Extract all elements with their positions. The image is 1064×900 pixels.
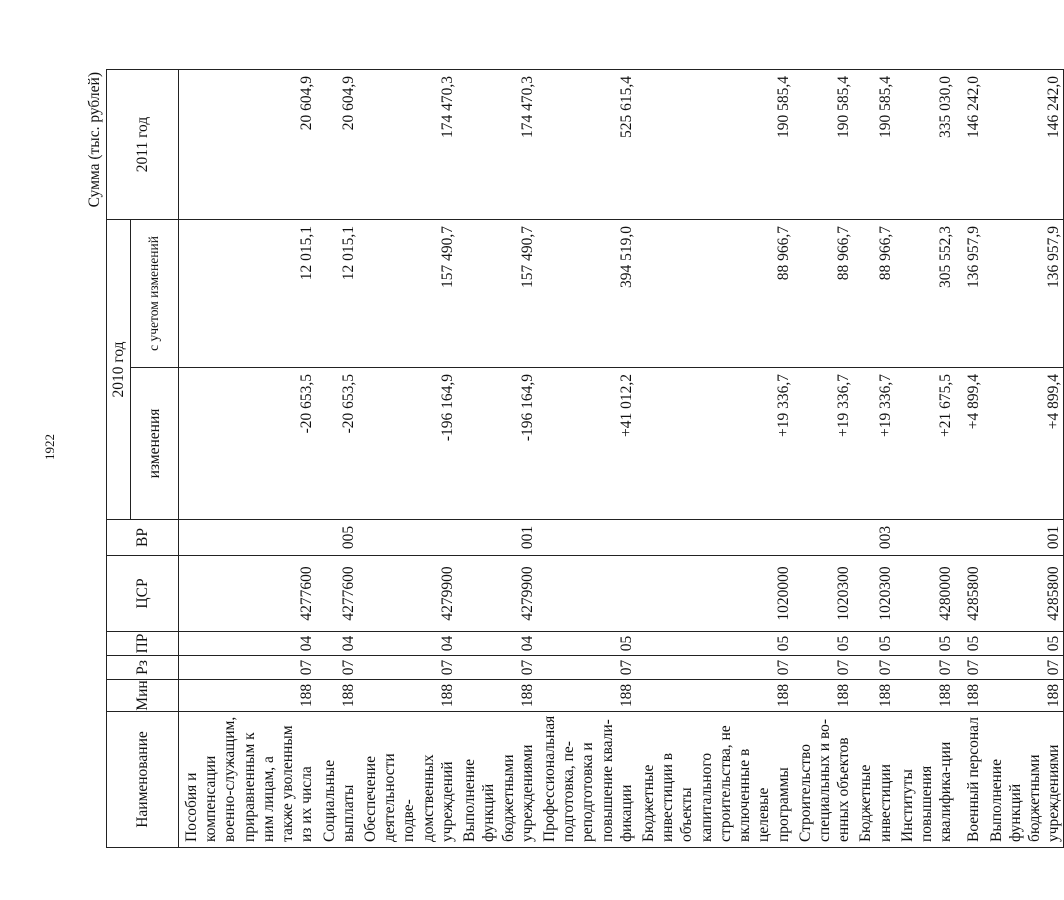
rotated-page-content [82,72,1063,848]
row-csr [537,556,636,632]
header-with-changes: с учетом изменений [131,219,179,367]
header-csr: ЦСР [107,556,179,632]
page-number: 1922 [42,434,57,460]
header-changes: изменения [131,368,179,520]
row-change: +21 675,5 [895,368,956,520]
row-pr: 05 [956,632,984,656]
header-2010: 2010 год [107,219,131,519]
row-change: -20 653,5 [179,368,317,520]
row-rz: 07 [853,656,894,680]
row-csr: 4279900 [358,556,457,632]
row-vr: 003 [853,520,894,556]
header-name: Наименование [107,712,179,848]
row-vr [793,520,854,556]
table-row [956,69,984,847]
row-rz: 07 [358,656,457,680]
row-csr: 4279900 [457,556,537,632]
row-2011: 190 585,4 [636,69,793,219]
row-min: 188 [537,680,636,712]
row-rz: 07 [636,656,793,680]
row-vr: 005 [317,520,358,556]
row-change: -196 164,9 [457,368,537,520]
row-name: Пособия и компенсации военно-служащим, приравненным к ним лицам, а также уволенным из их числа [179,712,317,848]
row-pr: 05 [537,632,636,656]
row-with-changes: 305 552,3 [895,219,956,367]
row-min: 188 [636,680,793,712]
row-2011: 190 585,4 [793,69,854,219]
header-min: Мин [107,680,179,712]
row-csr: 4285800 [956,556,984,632]
header-rz: Рз [107,656,179,680]
row-with-changes: 136 957,9 [956,219,984,367]
row-2011: 20 604,9 [317,69,358,219]
row-name: Выполнение функций бюджетными учреждениями [457,712,537,848]
table-row [636,69,793,847]
table-row [179,69,317,847]
row-rz: 07 [956,656,984,680]
row-with-changes: 157 490,7 [457,219,537,367]
row-name: Социальные выплаты [317,712,358,848]
row-pr: 05 [895,632,956,656]
row-csr: 1020300 [853,556,894,632]
row-pr: 04 [358,632,457,656]
sum-caption [82,70,106,848]
row-with-changes: 88 966,7 [793,219,854,367]
row-min: 188 [457,680,537,712]
row-with-changes: 394 519,0 [537,219,636,367]
row-2011: 146 242,0 [956,69,984,219]
row-rz: 07 [179,656,317,680]
row-change: -20 653,5 [317,368,358,520]
row-csr: 1020000 [636,556,793,632]
row-2011: 190 585,4 [853,69,894,219]
row-vr [179,520,317,556]
row-rz: 07 [457,656,537,680]
row-vr [895,520,956,556]
row-rz: 07 [895,656,956,680]
row-name: Бюджетные инвестиции в объекты капитального строительства, не включенные в целевые программы [636,712,793,848]
row-change: -196 164,9 [358,368,457,520]
row-with-changes: 157 490,7 [358,219,457,367]
row-vr: 001 [457,520,537,556]
row-name: Институты повышения квалифика-ции [895,712,956,848]
row-pr: 05 [984,632,1064,656]
row-change: +19 336,7 [793,368,854,520]
table-body [179,69,1064,847]
table-row [537,69,636,847]
table-row [853,69,894,847]
row-rz: 07 [537,656,636,680]
row-2011: 174 470,3 [358,69,457,219]
row-pr: 04 [179,632,317,656]
row-rz: 07 [793,656,854,680]
row-csr: 4285800 [984,556,1064,632]
table-row [457,69,537,847]
row-pr: 05 [853,632,894,656]
row-change: +41 012,2 [537,368,636,520]
row-with-changes: 12 015,1 [179,219,317,367]
row-change: +4 899,4 [984,368,1064,520]
table-row [793,69,854,847]
row-with-changes: 88 966,7 [853,219,894,367]
table-row [317,69,358,847]
row-vr [358,520,457,556]
row-change: +19 336,7 [636,368,793,520]
row-name: Строительство специальных и во-енных объектов [793,712,854,848]
row-min: 188 [317,680,358,712]
row-vr [636,520,793,556]
header-pr: ПР [107,632,179,656]
row-name: Военный персонал [956,712,984,848]
row-pr: 05 [793,632,854,656]
header-vr: ВР [107,520,179,556]
row-vr [537,520,636,556]
row-with-changes: 12 015,1 [317,219,358,367]
header-2011: 2011 год [107,69,179,219]
budget-table [106,69,1064,848]
row-min: 188 [895,680,956,712]
row-pr: 04 [317,632,358,656]
row-csr: 4280000 [895,556,956,632]
row-rz: 07 [317,656,358,680]
row-csr: 4277600 [179,556,317,632]
row-pr: 04 [457,632,537,656]
table-row [984,69,1064,847]
row-min: 188 [984,680,1064,712]
row-vr [956,520,984,556]
sum-caption-text: Сумма (тыс. рублей) [86,72,103,208]
row-name: Бюджетные инвестиции [853,712,894,848]
row-min: 188 [956,680,984,712]
row-2011: 335 030,0 [895,69,956,219]
row-2011: 525 615,4 [537,69,636,219]
row-name: Обеспечение деятельности подве-домственных учреждений [358,712,457,848]
row-min: 188 [179,680,317,712]
row-with-changes: 136 957,9 [984,219,1064,367]
row-name: Выполнение функций бюджетными учреждениями [984,712,1064,848]
table-row [895,69,956,847]
row-change: +19 336,7 [853,368,894,520]
row-rz: 07 [984,656,1064,680]
row-2011: 20 604,9 [179,69,317,219]
row-vr: 001 [984,520,1064,556]
row-min: 188 [793,680,854,712]
row-change: +4 899,4 [956,368,984,520]
row-csr: 4277600 [317,556,358,632]
row-min: 188 [358,680,457,712]
row-pr: 05 [636,632,793,656]
row-csr: 1020300 [793,556,854,632]
table-row [358,69,457,847]
row-2011: 174 470,3 [457,69,537,219]
row-2011: 146 242,0 [984,69,1064,219]
row-name: Профессиональная подготовка, пе-реподготовка и повышение квали-фикации [537,712,636,848]
row-with-changes: 88 966,7 [636,219,793,367]
row-min: 188 [853,680,894,712]
